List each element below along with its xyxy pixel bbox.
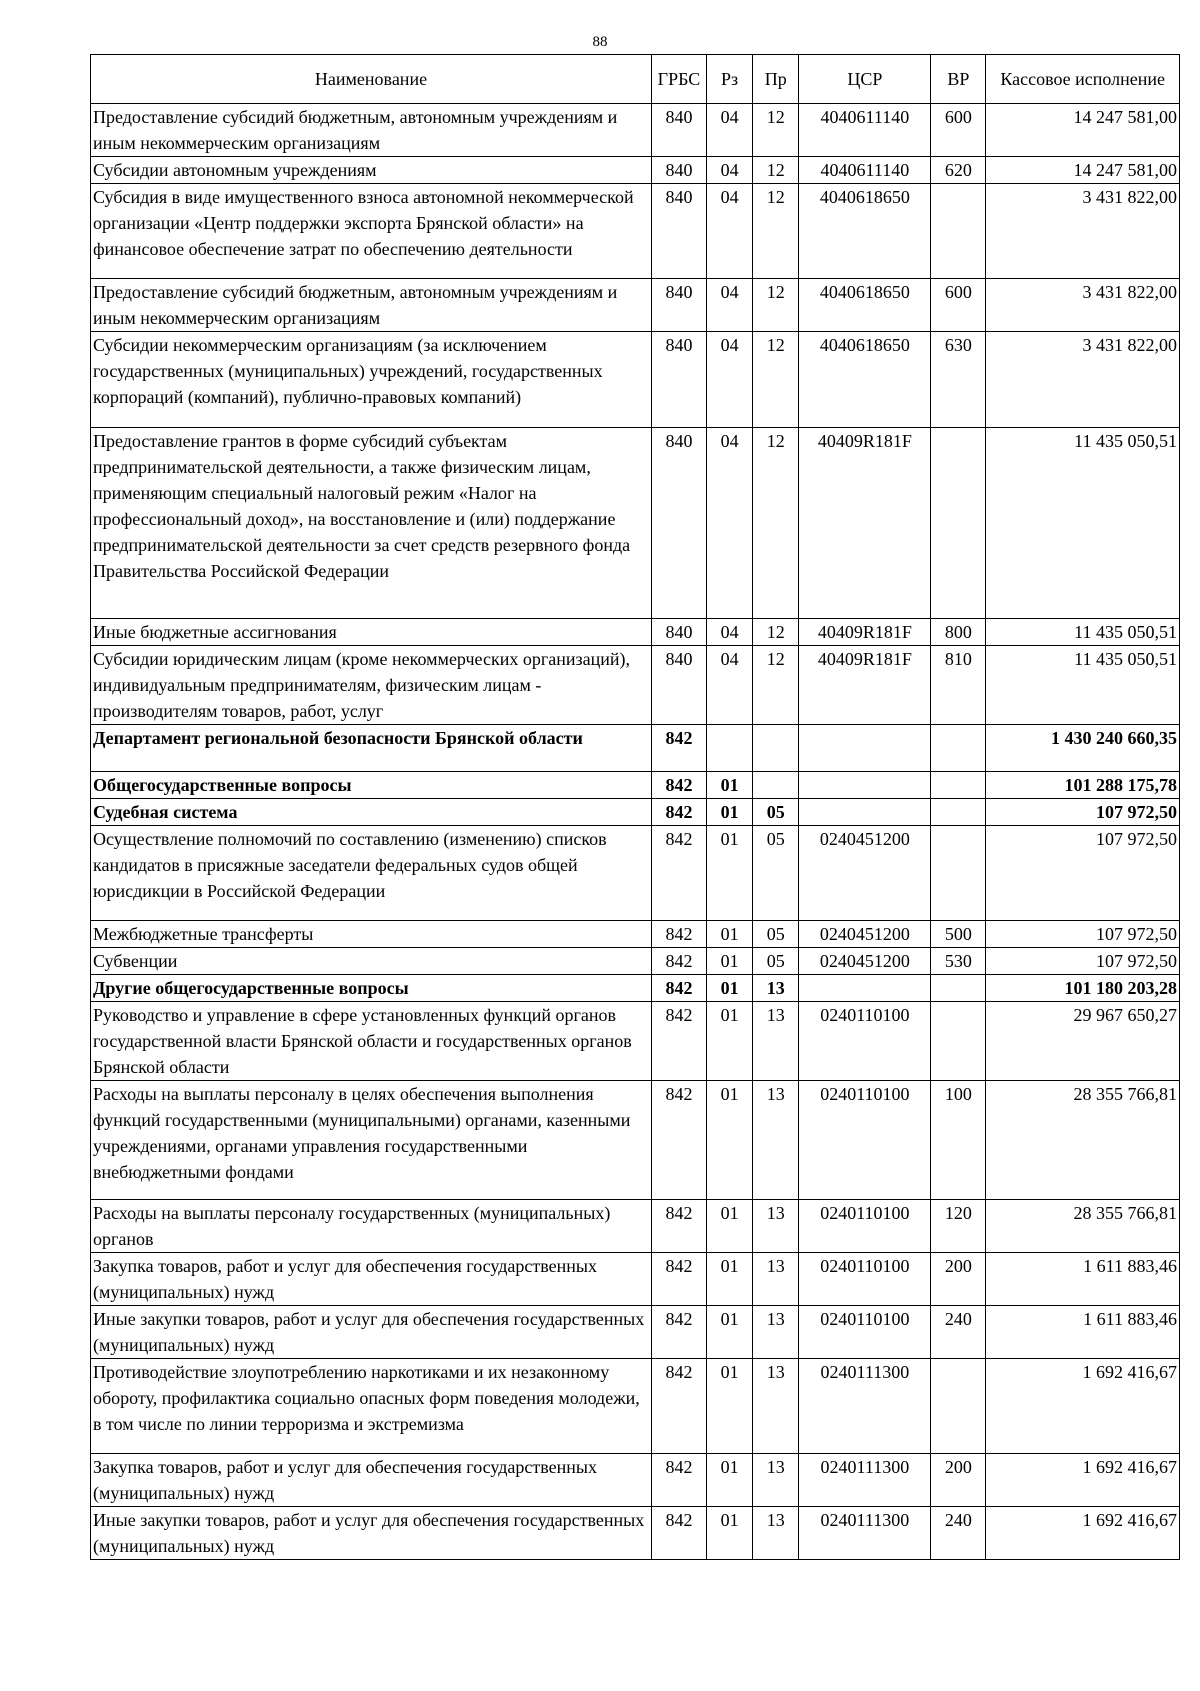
table-row — [91, 799, 1180, 826]
cell-grbs: 842 — [652, 1507, 707, 1560]
cell-grbs: 842 — [652, 799, 707, 826]
cell-rz: 04 — [707, 104, 753, 157]
cell-amount: 1 692 416,67 — [986, 1507, 1180, 1560]
cell-csr: 0240451200 — [799, 826, 931, 921]
cell-vr — [931, 826, 986, 921]
cell-csr: 4040611140 — [799, 104, 931, 157]
table-row — [91, 725, 1180, 772]
cell-pr: 12 — [753, 184, 799, 279]
cell-amount: 1 611 883,46 — [986, 1306, 1180, 1359]
cell-pr: 12 — [753, 279, 799, 332]
cell-name: Закупка товаров, работ и услуг для обеспечения государственных (муниципальных) нужд — [91, 1454, 652, 1507]
cell-csr: 4040618650 — [799, 332, 931, 428]
header-pr: Пр — [753, 55, 799, 104]
cell-rz: 04 — [707, 646, 753, 725]
cell-csr: 4040618650 — [799, 279, 931, 332]
table-body — [91, 104, 1180, 1560]
cell-grbs: 842 — [652, 1359, 707, 1454]
table-row — [91, 1454, 1180, 1507]
cell-grbs: 842 — [652, 948, 707, 975]
cell-csr: 40409R181F — [799, 646, 931, 725]
cell-grbs: 842 — [652, 1002, 707, 1081]
cell-name: Субсидия в виде имущественного взноса автономной некоммерческой организации «Центр поддержки экспорта Брянской области» на финансовое обеспечение затрат по обеспечению деятельности — [91, 184, 652, 279]
cell-vr: 810 — [931, 646, 986, 725]
header-rz: Рз — [707, 55, 753, 104]
table-header-row — [91, 55, 1180, 104]
cell-rz: 04 — [707, 157, 753, 184]
cell-vr: 240 — [931, 1306, 986, 1359]
cell-pr — [753, 725, 799, 772]
cell-rz: 01 — [707, 772, 753, 799]
cell-pr: 12 — [753, 104, 799, 157]
cell-rz: 01 — [707, 799, 753, 826]
header-name: Наименование — [91, 55, 652, 104]
cell-csr: 0240110100 — [799, 1200, 931, 1253]
cell-pr: 13 — [753, 1081, 799, 1200]
table-row — [91, 1081, 1180, 1200]
cell-csr: 0240451200 — [799, 948, 931, 975]
cell-vr: 530 — [931, 948, 986, 975]
cell-csr: 4040611140 — [799, 157, 931, 184]
header-grbs: ГРБС — [652, 55, 707, 104]
cell-pr: 13 — [753, 1454, 799, 1507]
table-row — [91, 1359, 1180, 1454]
cell-vr: 600 — [931, 104, 986, 157]
cell-pr: 13 — [753, 1002, 799, 1081]
table-row — [91, 619, 1180, 646]
cell-csr: 0240111300 — [799, 1454, 931, 1507]
table-row — [91, 279, 1180, 332]
table-row — [91, 157, 1180, 184]
cell-grbs: 842 — [652, 975, 707, 1002]
cell-grbs: 842 — [652, 772, 707, 799]
cell-name: Осуществление полномочий по составлению (изменению) списков кандидатов в присяжные заседатели федеральных судов общей юрисдикции в Российской Федерации — [91, 826, 652, 921]
cell-name: Расходы на выплаты персоналу в целях обеспечения выполнения функций государственными (муниципальными) органами, казенными учреждениями, органами управления государственными внебюджетными фондами — [91, 1081, 652, 1200]
table-row — [91, 428, 1180, 619]
table-row — [91, 104, 1180, 157]
cell-pr: 12 — [753, 332, 799, 428]
cell-grbs: 840 — [652, 104, 707, 157]
cell-amount: 101 288 175,78 — [986, 772, 1180, 799]
cell-rz: 04 — [707, 619, 753, 646]
cell-rz: 01 — [707, 1200, 753, 1253]
cell-pr: 05 — [753, 799, 799, 826]
cell-rz: 04 — [707, 428, 753, 619]
cell-amount: 3 431 822,00 — [986, 279, 1180, 332]
cell-csr: 4040618650 — [799, 184, 931, 279]
cell-amount: 14 247 581,00 — [986, 104, 1180, 157]
table-row — [91, 975, 1180, 1002]
table-row — [91, 1253, 1180, 1306]
cell-rz: 01 — [707, 1002, 753, 1081]
cell-grbs: 840 — [652, 184, 707, 279]
cell-amount: 11 435 050,51 — [986, 646, 1180, 725]
cell-amount: 11 435 050,51 — [986, 619, 1180, 646]
cell-pr: 13 — [753, 975, 799, 1002]
cell-pr: 13 — [753, 1200, 799, 1253]
cell-pr: 05 — [753, 826, 799, 921]
cell-csr: 40409R181F — [799, 619, 931, 646]
cell-csr: 40409R181F — [799, 428, 931, 619]
cell-grbs: 840 — [652, 279, 707, 332]
cell-name: Предоставление субсидий бюджетным, автономным учреждениям и иным некоммерческим организациям — [91, 279, 652, 332]
cell-grbs: 840 — [652, 619, 707, 646]
cell-csr: 0240451200 — [799, 921, 931, 948]
cell-vr — [931, 1002, 986, 1081]
cell-name: Общегосударственные вопросы — [91, 772, 652, 799]
cell-name: Департамент региональной безопасности Брянской области — [91, 725, 652, 772]
cell-vr: 620 — [931, 157, 986, 184]
cell-name: Субсидии некоммерческим организациям (за исключением государственных (муниципальных) учреждений, государственных корпораций (компаний), публично-правовых компаний) — [91, 332, 652, 428]
cell-grbs: 840 — [652, 428, 707, 619]
cell-amount: 1 692 416,67 — [986, 1359, 1180, 1454]
cell-csr: 0240110100 — [799, 1306, 931, 1359]
cell-name: Иные закупки товаров, работ и услуг для обеспечения государственных (муниципальных) нужд — [91, 1507, 652, 1560]
cell-pr: 12 — [753, 619, 799, 646]
header-vr: ВР — [931, 55, 986, 104]
cell-name: Иные закупки товаров, работ и услуг для обеспечения государственных (муниципальных) нужд — [91, 1306, 652, 1359]
cell-amount: 107 972,50 — [986, 799, 1180, 826]
cell-vr: 630 — [931, 332, 986, 428]
cell-vr — [931, 799, 986, 826]
cell-rz: 01 — [707, 1507, 753, 1560]
cell-amount: 107 972,50 — [986, 921, 1180, 948]
cell-rz: 04 — [707, 184, 753, 279]
cell-amount: 29 967 650,27 — [986, 1002, 1180, 1081]
cell-pr: 13 — [753, 1306, 799, 1359]
cell-grbs: 842 — [652, 1253, 707, 1306]
cell-name: Противодействие злоупотреблению наркотиками и их незаконному обороту, профилактика социально опасных форм поведения молодежи, в том числе по линии терроризма и экстремизма — [91, 1359, 652, 1454]
cell-pr — [753, 772, 799, 799]
cell-name: Судебная система — [91, 799, 652, 826]
cell-pr: 05 — [753, 948, 799, 975]
cell-csr — [799, 975, 931, 1002]
page-number: 88 — [592, 34, 608, 50]
table-row — [91, 948, 1180, 975]
table-row — [91, 332, 1180, 428]
cell-vr: 500 — [931, 921, 986, 948]
table-row — [91, 1507, 1180, 1560]
cell-name: Другие общегосударственные вопросы — [91, 975, 652, 1002]
cell-name: Субсидии автономным учреждениям — [91, 157, 652, 184]
cell-amount: 3 431 822,00 — [986, 332, 1180, 428]
cell-vr — [931, 428, 986, 619]
cell-grbs: 842 — [652, 826, 707, 921]
cell-grbs: 842 — [652, 1081, 707, 1200]
cell-rz: 01 — [707, 1253, 753, 1306]
cell-csr: 0240110100 — [799, 1002, 931, 1081]
cell-pr: 05 — [753, 921, 799, 948]
cell-csr — [799, 799, 931, 826]
cell-grbs: 840 — [652, 157, 707, 184]
cell-rz: 01 — [707, 1081, 753, 1200]
cell-rz: 01 — [707, 826, 753, 921]
cell-grbs: 842 — [652, 921, 707, 948]
cell-pr: 12 — [753, 428, 799, 619]
cell-vr: 100 — [931, 1081, 986, 1200]
budget-table — [90, 54, 1180, 1560]
header-csr: ЦСР — [799, 55, 931, 104]
cell-amount: 14 247 581,00 — [986, 157, 1180, 184]
cell-amount: 1 611 883,46 — [986, 1253, 1180, 1306]
table-row — [91, 921, 1180, 948]
cell-amount: 101 180 203,28 — [986, 975, 1180, 1002]
cell-vr: 600 — [931, 279, 986, 332]
cell-pr: 12 — [753, 646, 799, 725]
table-row — [91, 1200, 1180, 1253]
cell-vr — [931, 725, 986, 772]
cell-name: Предоставление грантов в форме субсидий субъектам предпринимательской деятельности, а также физическим лицам, применяющим специальный налоговый режим «Налог на профессиональный доход», на восстановление и (или) поддержание предпринимательской деятельности за счет средств резервного фонда Правительства Российской Федерации — [91, 428, 652, 619]
table-row — [91, 184, 1180, 279]
cell-vr: 200 — [931, 1253, 986, 1306]
table-row — [91, 826, 1180, 921]
cell-rz: 01 — [707, 975, 753, 1002]
cell-rz: 01 — [707, 1359, 753, 1454]
cell-rz: 01 — [707, 1454, 753, 1507]
table-row — [91, 1306, 1180, 1359]
cell-amount: 1 692 416,67 — [986, 1454, 1180, 1507]
cell-rz: 04 — [707, 279, 753, 332]
table-row — [91, 646, 1180, 725]
cell-amount: 1 430 240 660,35 — [986, 725, 1180, 772]
cell-rz: 01 — [707, 948, 753, 975]
cell-amount: 28 355 766,81 — [986, 1081, 1180, 1200]
cell-vr: 240 — [931, 1507, 986, 1560]
cell-pr: 12 — [753, 157, 799, 184]
cell-csr — [799, 725, 931, 772]
cell-vr: 120 — [931, 1200, 986, 1253]
cell-grbs: 842 — [652, 725, 707, 772]
cell-amount: 107 972,50 — [986, 826, 1180, 921]
cell-grbs: 842 — [652, 1200, 707, 1253]
cell-csr — [799, 772, 931, 799]
cell-name: Закупка товаров, работ и услуг для обеспечения государственных (муниципальных) нужд — [91, 1253, 652, 1306]
cell-name: Субсидии юридическим лицам (кроме некоммерческих организаций), индивидуальным предпринимателям, физическим лицам - производителям товаров, работ, услуг — [91, 646, 652, 725]
cell-amount: 11 435 050,51 — [986, 428, 1180, 619]
cell-amount: 3 431 822,00 — [986, 184, 1180, 279]
cell-vr: 200 — [931, 1454, 986, 1507]
cell-vr — [931, 184, 986, 279]
cell-pr: 13 — [753, 1359, 799, 1454]
cell-amount: 28 355 766,81 — [986, 1200, 1180, 1253]
cell-grbs: 840 — [652, 646, 707, 725]
cell-csr: 0240111300 — [799, 1507, 931, 1560]
cell-rz: 01 — [707, 921, 753, 948]
cell-grbs: 842 — [652, 1454, 707, 1507]
table-row — [91, 1002, 1180, 1081]
cell-rz: 01 — [707, 1306, 753, 1359]
cell-csr: 0240110100 — [799, 1081, 931, 1200]
cell-vr — [931, 1359, 986, 1454]
cell-grbs: 840 — [652, 332, 707, 428]
cell-name: Межбюджетные трансферты — [91, 921, 652, 948]
cell-pr: 13 — [753, 1253, 799, 1306]
cell-rz: 04 — [707, 332, 753, 428]
cell-vr — [931, 975, 986, 1002]
cell-name: Предоставление субсидий бюджетным, автономным учреждениям и иным некоммерческим организациям — [91, 104, 652, 157]
cell-grbs: 842 — [652, 1306, 707, 1359]
cell-name: Субвенции — [91, 948, 652, 975]
cell-name: Руководство и управление в сфере установленных функций органов государственной власти Брянской области и государственных органов Брянской области — [91, 1002, 652, 1081]
cell-vr — [931, 772, 986, 799]
cell-amount: 107 972,50 — [986, 948, 1180, 975]
cell-csr: 0240111300 — [799, 1359, 931, 1454]
table-row — [91, 772, 1180, 799]
cell-name: Расходы на выплаты персоналу государственных (муниципальных) органов — [91, 1200, 652, 1253]
cell-csr: 0240110100 — [799, 1253, 931, 1306]
cell-vr: 800 — [931, 619, 986, 646]
cell-pr: 13 — [753, 1507, 799, 1560]
cell-rz — [707, 725, 753, 772]
header-amount: Кассовое исполнение — [986, 55, 1180, 104]
cell-name: Иные бюджетные ассигнования — [91, 619, 652, 646]
